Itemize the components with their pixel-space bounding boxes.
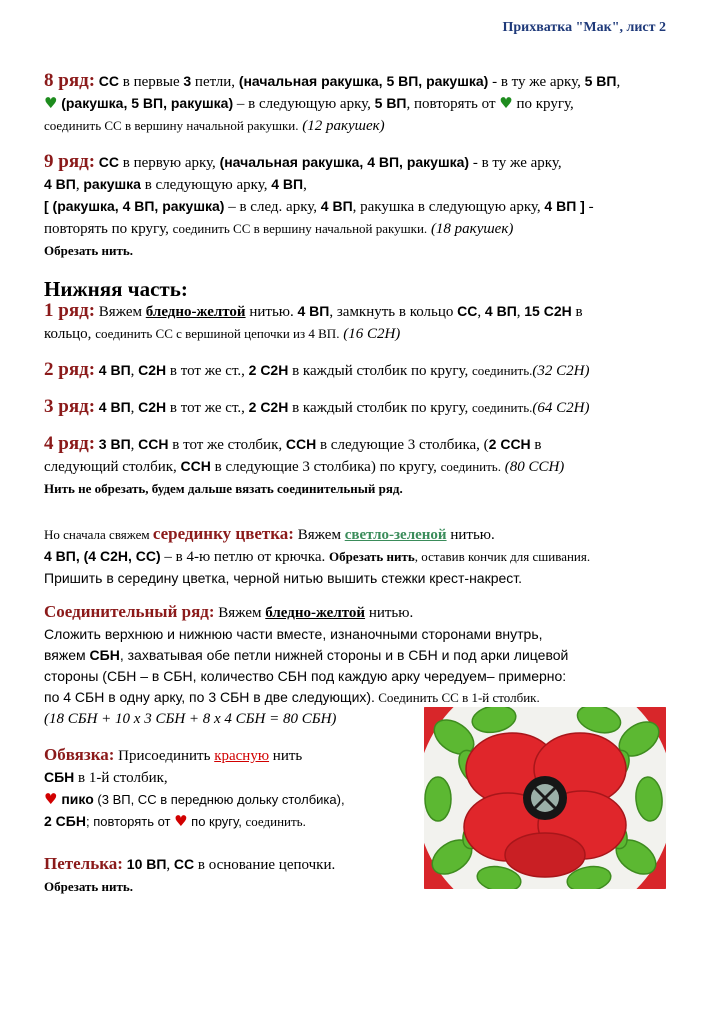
heart-icon: ♥ [499, 94, 513, 112]
heart-icon: ♥ [174, 812, 188, 830]
lower-part-section: Нижняя часть: 1 ряд: Вяжем бледно-желтой нитью. 4 ВП, замкнуть в кольцо СС, 4 ВП, 15 С2Н в кольцо, соединить СС с вершиной цепочки из 4 ВП. (16 С2Н) 2 ряд: 4 ВП, С2Н в тот же ст., 2 С2Н в каждый столбик по кругу, соединить.(32 С2Н) 3 ряд: 4 ВП, С2Н в тот же ст., 2 С2Н в каждый столбик по кругу, соединить.(64 С2Н) 4 ряд: 3 ВП, ССН в тот же столбик, ССН в следующие 3 столбика, (2 ССН в следующий столбик, ССН в следующие 3 столбика) по кругу, соединить. (80 ССН) Нить не обрезать, будем дальше вязать соединительный ряд. [44, 279, 684, 499]
hanging-loop-title: Петелька: [44, 854, 123, 873]
edging-title: Обвязка: [44, 745, 115, 764]
lower-row-3-label: 3 ряд: [44, 396, 96, 417]
row-9-block: 9 ряд: СС в первую арку, (начальная ракушка, 4 ВП, ракушка) - в ту же арку, 4 ВП, ракушка в следующую арку, 4 ВП, [ (ракушка, 4 ВП, ракушка) – в след. арку, 4 ВП, ракушка в следующую арку, 4 ВП ] - повторять по кругу, соединить СС в вершину начальной ракушки. (18 ракушек) Обрезать нить. [44, 151, 684, 261]
lower-row-1-label: 1 ряд: [44, 300, 96, 321]
lower-part-title: Нижняя часть: [44, 277, 188, 301]
flower-center-block: Но сначала свяжем серединку цветка: Вяжем светло-зеленой нитью. 4 ВП, (4 С2Н, СС) – в 4-ю петлю от крючка. Обрезать нить, оставив кончик для сшивания. Пришить в середину цветка, черной нитью вышить стежки крест-накрест. [44, 524, 591, 586]
yarn-color-light-green: светло-зеленой [344, 527, 447, 543]
hanging-loop-block: Петелька: 10 ВП, СС в основание цепочки. Обрезать нить. [44, 853, 684, 897]
yarn-color-red: красную [214, 748, 270, 764]
yarn-color-pale-yellow: бледно-желтой [265, 605, 366, 621]
edging-block: Обвязка: Присоединить красную нить СБН в 1-й столбик, ♥ пико (3 ВП, СС в переднюю дольку столбика), 2 СБН; повторять от ♥ по кругу, соединить. [44, 745, 345, 830]
lower-row-4-note: Нить не обрезать, будем дальше вязать соединительный ряд. [44, 481, 403, 496]
yarn-color-pale-yellow: бледно-желтой [145, 304, 246, 320]
row-9-label: 9 ряд: [44, 151, 96, 172]
joining-row-title: Соединительный ряд: [44, 602, 215, 621]
joining-row-block: Соединительный ряд: Вяжем бледно-желтой нитью. Сложить верхнюю и нижнюю части вместе, изнаночными сторонами внутрь, вяжем СБН, захватывая обе петли нижней стороны и в СБН и под арки лицевой стороны (СБН – в СБН, количество СБН под каждую арку чередуем– примерно: по 4 СБН в одну арку, по 3 СБН в две следующих). Соединить СС в 1-й столбик. (18 СБН + 10 х 3 СБН + 8 х 4 СБН = 80 СБН) [44, 602, 569, 727]
row-8-block: 8 ряд: СС в первые 3 петли, (начальная ракушка, 5 ВП, ракушка) - в ту же арку, 5 ВП, ♥ (ракушка, 5 ВП, ракушка) – в следующую арку, 5 ВП, повторять от ♥ по кругу, соединить СС в вершину начальной ракушки. (12 ракушек) [44, 70, 621, 134]
heart-icon: ♥ [44, 94, 58, 112]
row-8-label: 8 ряд: [44, 70, 96, 91]
lower-row-2-label: 2 ряд: [44, 359, 96, 380]
page-header: Прихватка "Мак", лист 2 [502, 20, 666, 35]
poppy-potholder-photo [424, 707, 666, 889]
lower-row-4-label: 4 ряд: [44, 433, 96, 454]
hanging-loop-note: Обрезать нить. [44, 879, 134, 894]
flower-center-title: серединку цветка: [152, 524, 294, 543]
row-9-note: Обрезать нить. [44, 243, 134, 258]
heart-icon: ♥ [44, 790, 58, 808]
